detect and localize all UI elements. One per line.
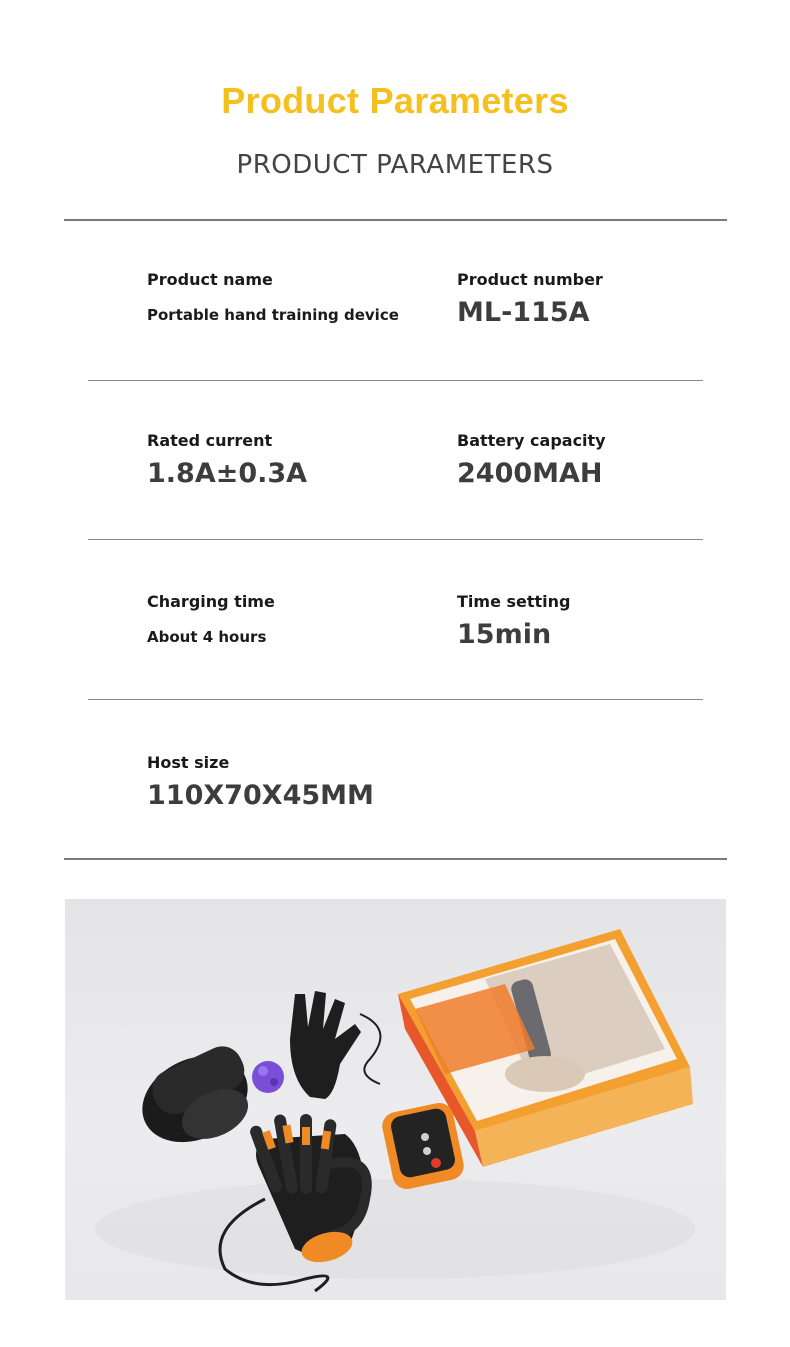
param-product-name (147, 270, 399, 324)
param-time-setting (457, 592, 571, 650)
param-label: Product number (457, 270, 603, 289)
bottom-divider (64, 858, 727, 860)
param-value: Portable hand training device (147, 306, 399, 324)
param-host-size (147, 753, 374, 811)
product-photo (65, 899, 726, 1300)
param-value: 2400MAH (457, 458, 603, 489)
param-label: Battery capacity (457, 431, 606, 450)
row-divider (88, 539, 703, 540)
top-divider (64, 219, 727, 221)
param-label: Charging time (147, 592, 275, 611)
row-divider (88, 380, 703, 381)
param-value: ML-115A (457, 297, 590, 328)
param-value: 110X70X45MM (147, 780, 374, 811)
black-glove (290, 991, 380, 1099)
param-rated-current (147, 431, 307, 489)
param-battery-capacity (457, 431, 606, 489)
page-subtitle: PRODUCT PARAMETERS (236, 150, 554, 180)
param-value: About 4 hours (147, 628, 267, 646)
param-product-number (457, 270, 603, 328)
param-label: Time setting (457, 592, 571, 611)
param-value: 15min (457, 619, 552, 650)
param-charging-time (147, 592, 275, 646)
param-label: Rated current (147, 431, 273, 450)
foam-wrap (128, 1040, 262, 1159)
product-photo-illustration (65, 899, 726, 1300)
param-label: Product name (147, 270, 273, 289)
param-value: 1.8A±0.3A (147, 458, 308, 489)
massage-ball (252, 1061, 284, 1093)
row-divider (88, 699, 703, 700)
page-title: Product Parameters (221, 80, 569, 121)
param-label: Host size (147, 753, 230, 772)
